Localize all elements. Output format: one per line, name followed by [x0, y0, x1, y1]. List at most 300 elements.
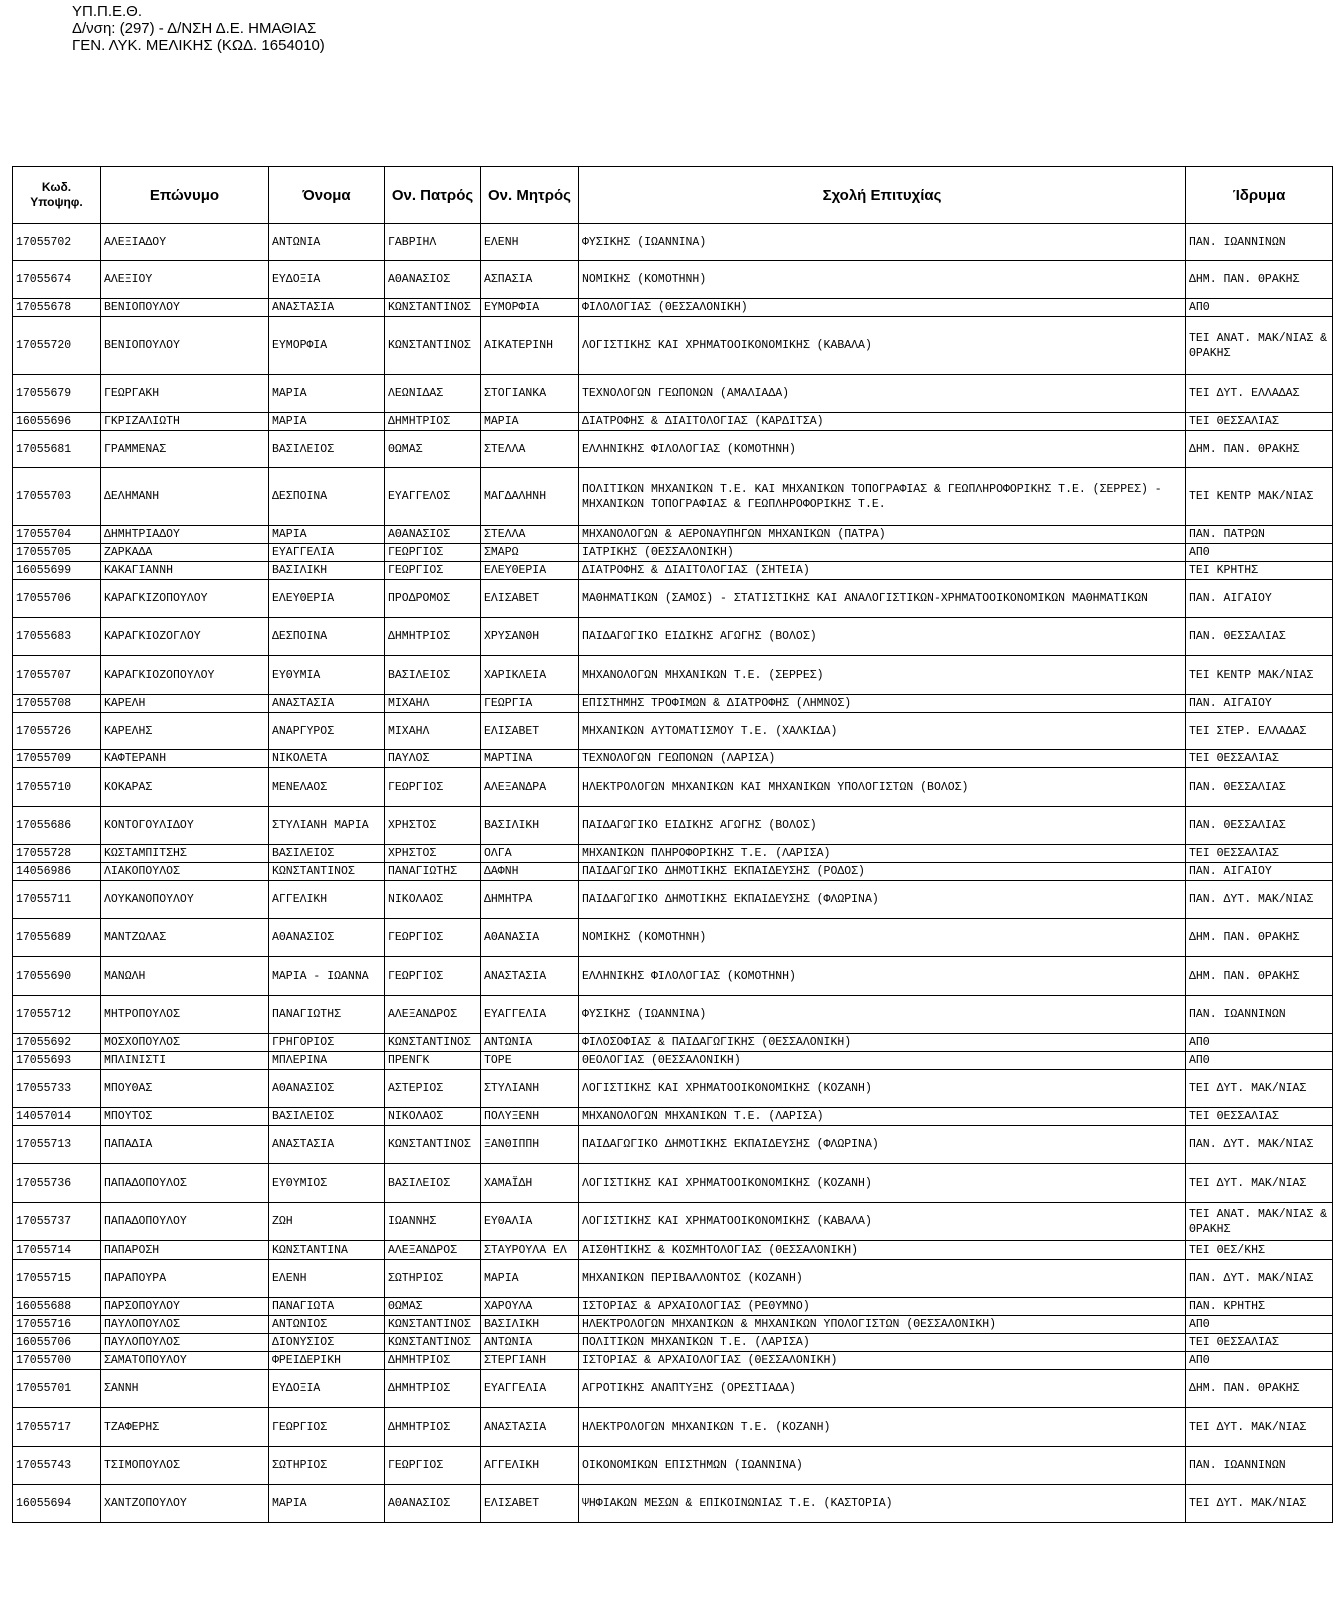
code-cell: 17055728	[13, 845, 101, 863]
code-cell: 17055681	[13, 431, 101, 468]
name-cell: ΑΘΑΝΑΣΙΟΣ	[269, 919, 385, 957]
mother-name-cell: ΑΘΑΝΑΣΙΑ	[481, 919, 579, 957]
surname-cell: ΑΛΕΞΙΟΥ	[101, 261, 269, 299]
institution-cell: ΑΠΘ	[1186, 1052, 1333, 1070]
school-cell: ΟΙΚΟΝΟΜΙΚΩΝ ΕΠΙΣΤΗΜΩΝ (ΙΩΑΝΝΙΝΑ)	[579, 1447, 1186, 1485]
school-cell: ΙΣΤΟΡΙΑΣ & ΑΡΧΑΙΟΛΟΓΙΑΣ (ΡΕΘΥΜΝΟ)	[579, 1298, 1186, 1316]
code-cell: 14056986	[13, 863, 101, 881]
institution-cell: ΤΕΙ ΘΕΣΣΑΛΙΑΣ	[1186, 1334, 1333, 1352]
table-row	[13, 713, 1333, 750]
surname-cell: ΚΑΡΑΓΚΙΟΖΟΓΛΟΥ	[101, 618, 269, 656]
table-row	[13, 1447, 1333, 1485]
code-cell: 17055708	[13, 695, 101, 713]
school-cell: ΑΙΣΘΗΤΙΚΗΣ & ΚΟΣΜΗΤΟΛΟΓΙΑΣ (ΘΕΣΣΑΛΟΝΙΚΗ)	[579, 1241, 1186, 1260]
mother-name-cell: ΔΑΦΝΗ	[481, 863, 579, 881]
father-name-cell: ΝΙΚΟΛΑΟΣ	[385, 1108, 481, 1126]
code-cell: 16055706	[13, 1334, 101, 1352]
table-row	[13, 656, 1333, 695]
table-row	[13, 1203, 1333, 1241]
mother-name-cell: ΣΤΟΓΙΑΝΚΑ	[481, 375, 579, 413]
school-cell: ΠΑΙΔΑΓΩΓΙΚΟ ΔΗΜΟΤΙΚΗΣ ΕΚΠΑΙΔΕΥΣΗΣ (ΦΛΩΡΙΝΑ)	[579, 1126, 1186, 1164]
code-cell: 17055683	[13, 618, 101, 656]
school-cell: ΠΑΙΔΑΓΩΓΙΚΟ ΔΗΜΟΤΙΚΗΣ ΕΚΠΑΙΔΕΥΣΗΣ (ΡΟΔΟΣ)	[579, 863, 1186, 881]
table-row	[13, 1370, 1333, 1408]
father-name-cell: ΑΛΕΞΑΝΔΡΟΣ	[385, 996, 481, 1034]
name-cell: ΑΝΑΡΓΥΡΟΣ	[269, 713, 385, 750]
surname-cell: ΚΟΝΤΟΓΟΥΛΙΔΟΥ	[101, 807, 269, 845]
name-cell: ΑΝΑΣΤΑΣΙΑ	[269, 1126, 385, 1164]
table-row	[13, 1334, 1333, 1352]
father-name-cell: ΠΡΟΔΡΟΜΟΣ	[385, 580, 481, 618]
name-cell: ΚΩΝΣΤΑΝΤΙΝΑ	[269, 1241, 385, 1260]
school-cell: ΠΟΛΙΤΙΚΩΝ ΜΗΧΑΝΙΚΩΝ Τ.Ε. (ΛΑΡΙΣΑ)	[579, 1334, 1186, 1352]
father-name-cell: ΜΙΧΑΗΛ	[385, 713, 481, 750]
mother-name-cell: ΜΑΓΔΑΛΗΝΗ	[481, 468, 579, 526]
name-cell: ΕΥΔΟΞΙΑ	[269, 261, 385, 299]
name-cell: ΠΑΝΑΓΙΩΤΗΣ	[269, 996, 385, 1034]
father-name-cell: ΝΙΚΟΛΑΟΣ	[385, 881, 481, 919]
school-cell: ΠΑΙΔΑΓΩΓΙΚΟ ΕΙΔΙΚΗΣ ΑΓΩΓΗΣ (ΒΟΛΟΣ)	[579, 807, 1186, 845]
institution-cell: ΑΠΘ	[1186, 1352, 1333, 1370]
table-row	[13, 768, 1333, 807]
name-cell: ΜΕΝΕΛΑΟΣ	[269, 768, 385, 807]
document-header	[72, 3, 325, 54]
father-name-cell: ΘΩΜΑΣ	[385, 1298, 481, 1316]
mother-name-cell: ΕΥΘΑΛΙΑ	[481, 1203, 579, 1241]
name-cell: ΚΩΝΣΤΑΝΤΙΝΟΣ	[269, 863, 385, 881]
mother-name-cell: ΣΜΑΡΩ	[481, 544, 579, 562]
mother-name-cell: ΤΟΡΕ	[481, 1052, 579, 1070]
name-cell: ΜΑΡΙΑ	[269, 526, 385, 544]
table-row	[13, 750, 1333, 768]
school-cell: ΜΗΧΑΝΙΚΩΝ ΑΥΤΟΜΑΤΙΣΜΟΥ Τ.Ε. (ΧΑΛΚΙΔΑ)	[579, 713, 1186, 750]
school-cell: ΗΛΕΚΤΡΟΛΟΓΩΝ ΜΗΧΑΝΙΚΩΝ ΚΑΙ ΜΗΧΑΝΙΚΩΝ ΥΠΟΛΟΓΙΣΤΩΝ (ΒΟΛΟΣ)	[579, 768, 1186, 807]
mother-name-cell: ΕΛΙΣΑΒΕΤ	[481, 713, 579, 750]
surname-cell: ΣΑΝΝΗ	[101, 1370, 269, 1408]
mother-name-cell: ΧΑΡΙΚΛΕΙΑ	[481, 656, 579, 695]
institution-cell: ΑΠΘ	[1186, 1316, 1333, 1334]
table-row	[13, 1034, 1333, 1052]
institution-cell: ΤΕΙ ΔΥΤ. ΜΑΚ/ΝΙΑΣ	[1186, 1485, 1333, 1523]
institution-cell: ΠΑΝ. ΙΩΑΝΝΙΝΩΝ	[1186, 996, 1333, 1034]
father-name-cell: ΑΘΑΝΑΣΙΟΣ	[385, 526, 481, 544]
table-row	[13, 299, 1333, 317]
surname-cell: ΒΕΝΙΟΠΟΥΛΟΥ	[101, 317, 269, 375]
col-header-surname: Επώνυμο	[101, 167, 269, 224]
institution-cell: ΤΕΙ ΚΡΗΤΗΣ	[1186, 562, 1333, 580]
results-table	[12, 166, 1333, 1523]
code-cell: 17055711	[13, 881, 101, 919]
code-cell: 17055733	[13, 1070, 101, 1108]
mother-name-cell: ΕΥΜΟΡΦΙΑ	[481, 299, 579, 317]
name-cell: ΑΝΤΩΝΙΟΣ	[269, 1316, 385, 1334]
father-name-cell: ΓΕΩΡΓΙΟΣ	[385, 919, 481, 957]
institution-cell: ΑΠΘ	[1186, 1034, 1333, 1052]
surname-cell: ΚΑΡΑΓΚΙΖΟΠΟΥΛΟΥ	[101, 580, 269, 618]
code-cell: 14057014	[13, 1108, 101, 1126]
mother-name-cell: ΜΑΡΙΑ	[481, 413, 579, 431]
father-name-cell: ΓΕΩΡΓΙΟΣ	[385, 768, 481, 807]
school-cell: ΠΑΙΔΑΓΩΓΙΚΟ ΕΙΔΙΚΗΣ ΑΓΩΓΗΣ (ΒΟΛΟΣ)	[579, 618, 1186, 656]
father-name-cell: ΚΩΝΣΤΑΝΤΙΝΟΣ	[385, 1316, 481, 1334]
table-row	[13, 526, 1333, 544]
school-cell: ΛΟΓΙΣΤΙΚΗΣ ΚΑΙ ΧΡΗΜΑΤΟΟΙΚΟΝΟΜΙΚΗΣ (ΚΟΖΑΝΗ)	[579, 1164, 1186, 1203]
surname-cell: ΑΛΕΞΙΑΔΟΥ	[101, 224, 269, 261]
surname-cell: ΛΙΑΚΟΠΟΥΛΟΣ	[101, 863, 269, 881]
table-row	[13, 695, 1333, 713]
code-cell: 17055678	[13, 299, 101, 317]
code-cell: 17055713	[13, 1126, 101, 1164]
school-cell: ΕΛΛΗΝΙΚΗΣ ΦΙΛΟΛΟΓΙΑΣ (ΚΟΜΟΤΗΝΗ)	[579, 431, 1186, 468]
code-cell: 17055705	[13, 544, 101, 562]
surname-cell: ΚΑΡΑΓΚΙΟΖΟΠΟΥΛΟΥ	[101, 656, 269, 695]
name-cell: ΒΑΣΙΛΕΙΟΣ	[269, 1108, 385, 1126]
code-cell: 17055701	[13, 1370, 101, 1408]
table-row	[13, 1260, 1333, 1298]
code-cell: 17055692	[13, 1034, 101, 1052]
institution-cell: ΔΗΜ. ΠΑΝ. ΘΡΑΚΗΣ	[1186, 957, 1333, 996]
mother-name-cell: ΧΑΡΟΥΛΑ	[481, 1298, 579, 1316]
institution-cell: ΠΑΝ. ΠΑΤΡΩΝ	[1186, 526, 1333, 544]
institution-cell: ΑΠΘ	[1186, 544, 1333, 562]
school-cell: ΠΑΙΔΑΓΩΓΙΚΟ ΔΗΜΟΤΙΚΗΣ ΕΚΠΑΙΔΕΥΣΗΣ (ΦΛΩΡΙΝΑ)	[579, 881, 1186, 919]
school-cell: ΜΗΧΑΝΟΛΟΓΩΝ & ΑΕΡΟΝΑΥΠΗΓΩΝ ΜΗΧΑΝΙΚΩΝ (ΠΑΤΡΑ)	[579, 526, 1186, 544]
school-cell: ΦΥΣΙΚΗΣ (ΙΩΑΝΝΙΝΑ)	[579, 996, 1186, 1034]
school-cell: ΛΟΓΙΣΤΙΚΗΣ ΚΑΙ ΧΡΗΜΑΤΟΟΙΚΟΝΟΜΙΚΗΣ (ΚΑΒΑΛΑ)	[579, 1203, 1186, 1241]
name-cell: ΦΡΕΙΔΕΡΙΚΗ	[269, 1352, 385, 1370]
code-cell: 17055737	[13, 1203, 101, 1241]
surname-cell: ΜΠΟΥΘΑΣ	[101, 1070, 269, 1108]
school-cell: ΤΕΧΝΟΛΟΓΩΝ ΓΕΩΠΟΝΩΝ (ΛΑΡΙΣΑ)	[579, 750, 1186, 768]
school-cell: ΨΗΦΙΑΚΩΝ ΜΕΣΩΝ & ΕΠΙΚΟΙΝΩΝΙΑΣ Τ.Ε. (ΚΑΣΤΟΡΙΑ)	[579, 1485, 1186, 1523]
name-cell: ΣΩΤΗΡΙΟΣ	[269, 1447, 385, 1485]
code-cell: 17055706	[13, 580, 101, 618]
institution-cell: ΤΕΙ ΑΝΑΤ. ΜΑΚ/ΝΙΑΣ & ΘΡΑΚΗΣ	[1186, 317, 1333, 375]
name-cell: ΖΩΗ	[269, 1203, 385, 1241]
code-cell: 17055704	[13, 526, 101, 544]
mother-name-cell: ΓΕΩΡΓΙΑ	[481, 695, 579, 713]
father-name-cell: ΓΑΒΡΙΗΛ	[385, 224, 481, 261]
father-name-cell: ΓΕΩΡΓΙΟΣ	[385, 1447, 481, 1485]
mother-name-cell: ΑΝΤΩΝΙΑ	[481, 1034, 579, 1052]
school-cell: ΜΗΧΑΝΙΚΩΝ ΠΕΡΙΒΑΛΛΟΝΤΟΣ (ΚΟΖΑΝΗ)	[579, 1260, 1186, 1298]
institution-cell: ΑΠΘ	[1186, 299, 1333, 317]
code-cell: 17055736	[13, 1164, 101, 1203]
name-cell: ΕΥΔΟΞΙΑ	[269, 1370, 385, 1408]
institution-cell: ΠΑΝ. ΚΡΗΤΗΣ	[1186, 1298, 1333, 1316]
code-cell: 17055707	[13, 656, 101, 695]
mother-name-cell: ΠΟΛΥΞΕΝΗ	[481, 1108, 579, 1126]
surname-cell: ΣΑΜΑΤΟΠΟΥΛΟΥ	[101, 1352, 269, 1370]
code-cell: 17055717	[13, 1408, 101, 1447]
name-cell: ΔΕΣΠΟΙΝΑ	[269, 468, 385, 526]
name-cell: ΕΥΑΓΓΕΛΙΑ	[269, 544, 385, 562]
school-cell: ΔΙΑΤΡΟΦΗΣ & ΔΙΑΙΤΟΛΟΓΙΑΣ (ΣΗΤΕΙΑ)	[579, 562, 1186, 580]
code-cell: 17055703	[13, 468, 101, 526]
surname-cell: ΠΑΡΣΟΠΟΥΛΟΥ	[101, 1298, 269, 1316]
father-name-cell: ΑΘΑΝΑΣΙΟΣ	[385, 261, 481, 299]
mother-name-cell: ΑΙΚΑΤΕΡΙΝΗ	[481, 317, 579, 375]
school-line: ΓΕΝ. ΛΥΚ. ΜΕΛΙΚΗΣ (ΚΩΔ. 1654010)	[72, 37, 325, 54]
institution-cell: ΠΑΝ. ΑΙΓΑΙΟΥ	[1186, 695, 1333, 713]
mother-name-cell: ΑΝΑΣΤΑΣΙΑ	[481, 957, 579, 996]
table-row	[13, 431, 1333, 468]
code-cell: 17055674	[13, 261, 101, 299]
surname-cell: ΠΑΡΑΠΟΥΡΑ	[101, 1260, 269, 1298]
surname-cell: ΠΑΠΑΔΙΑ	[101, 1126, 269, 1164]
institution-cell: ΔΗΜ. ΠΑΝ. ΘΡΑΚΗΣ	[1186, 431, 1333, 468]
name-cell: ΣΤΥΛΙΑΝΗ ΜΑΡΙΑ	[269, 807, 385, 845]
father-name-cell: ΘΩΜΑΣ	[385, 431, 481, 468]
father-name-cell: ΛΕΩΝΙΔΑΣ	[385, 375, 481, 413]
mother-name-cell: ΣΤΕΛΛΑ	[481, 431, 579, 468]
father-name-cell: ΒΑΣΙΛΕΙΟΣ	[385, 1164, 481, 1203]
code-cell: 16055699	[13, 562, 101, 580]
school-cell: ΙΑΤΡΙΚΗΣ (ΘΕΣΣΑΛΟΝΙΚΗ)	[579, 544, 1186, 562]
father-name-cell: ΒΑΣΙΛΕΙΟΣ	[385, 656, 481, 695]
school-cell: ΛΟΓΙΣΤΙΚΗΣ ΚΑΙ ΧΡΗΜΑΤΟΟΙΚΟΝΟΜΙΚΗΣ (ΚΑΒΑΛΑ)	[579, 317, 1186, 375]
school-cell: ΦΥΣΙΚΗΣ (ΙΩΑΝΝΙΝΑ)	[579, 224, 1186, 261]
institution-cell: ΠΑΝ. ΙΩΑΝΝΙΝΩΝ	[1186, 1447, 1333, 1485]
surname-cell: ΓΡΑΜΜΕΝΑΣ	[101, 431, 269, 468]
surname-cell: ΚΑΡΕΛΗΣ	[101, 713, 269, 750]
code-cell: 17055743	[13, 1447, 101, 1485]
surname-cell: ΧΑΝΤΖΟΠΟΥΛΟΥ	[101, 1485, 269, 1523]
table-row	[13, 1485, 1333, 1523]
mother-name-cell: ΕΛΕΝΗ	[481, 224, 579, 261]
institution-cell: ΔΗΜ. ΠΑΝ. ΘΡΑΚΗΣ	[1186, 1370, 1333, 1408]
mother-name-cell: ΕΛΙΣΑΒΕΤ	[481, 580, 579, 618]
institution-cell: ΠΑΝ. ΘΕΣΣΑΛΙΑΣ	[1186, 618, 1333, 656]
code-cell: 17055679	[13, 375, 101, 413]
mother-name-cell: ΣΤΕΛΛΑ	[481, 526, 579, 544]
father-name-cell: ΠΑΥΛΟΣ	[385, 750, 481, 768]
name-cell: ΝΙΚΟΛΕΤΑ	[269, 750, 385, 768]
school-cell: ΘΕΟΛΟΓΙΑΣ (ΘΕΣΣΑΛΟΝΙΚΗ)	[579, 1052, 1186, 1070]
code-cell: 17055714	[13, 1241, 101, 1260]
table-row	[13, 1126, 1333, 1164]
code-cell: 17055716	[13, 1316, 101, 1334]
father-name-cell: ΙΩΑΝΝΗΣ	[385, 1203, 481, 1241]
mother-name-cell: ΒΑΣΙΛΙΚΗ	[481, 807, 579, 845]
name-cell: ΒΑΣΙΛΙΚΗ	[269, 562, 385, 580]
surname-cell: ΜΑΝΩΛΗ	[101, 957, 269, 996]
surname-cell: ΜΗΤΡΟΠΟΥΛΟΣ	[101, 996, 269, 1034]
ministry-line: ΥΠ.Π.Ε.Θ.	[72, 3, 143, 20]
father-name-cell: ΔΗΜΗΤΡΙΟΣ	[385, 1370, 481, 1408]
code-cell: 17055700	[13, 1352, 101, 1370]
father-name-cell: ΠΑΝΑΓΙΩΤΗΣ	[385, 863, 481, 881]
name-cell: ΑΝΑΣΤΑΣΙΑ	[269, 299, 385, 317]
father-name-cell: ΓΕΩΡΓΙΟΣ	[385, 562, 481, 580]
surname-cell: ΚΑΡΕΛΗ	[101, 695, 269, 713]
school-cell: ΤΕΧΝΟΛΟΓΩΝ ΓΕΩΠΟΝΩΝ (ΑΜΑΛΙΑΔΑ)	[579, 375, 1186, 413]
father-name-cell: ΧΡΗΣΤΟΣ	[385, 807, 481, 845]
school-cell: ΜΗΧΑΝΟΛΟΓΩΝ ΜΗΧΑΝΙΚΩΝ Τ.Ε. (ΛΑΡΙΣΑ)	[579, 1108, 1186, 1126]
mother-name-cell: ΟΛΓΑ	[481, 845, 579, 863]
surname-cell: ΚΑΚΑΓΙΑΝΝΗ	[101, 562, 269, 580]
table-row	[13, 562, 1333, 580]
table-row	[13, 468, 1333, 526]
name-cell: ΑΘΑΝΑΣΙΟΣ	[269, 1070, 385, 1108]
mother-name-cell: ΣΤΕΡΓΙΑΝΗ	[481, 1352, 579, 1370]
code-cell: 17055726	[13, 713, 101, 750]
name-cell: ΜΑΡΙΑ	[269, 413, 385, 431]
name-cell: ΜΑΡΙΑ	[269, 1485, 385, 1523]
mother-name-cell: ΕΥΑΓΓΕΛΙΑ	[481, 1370, 579, 1408]
father-name-cell: ΧΡΗΣΤΟΣ	[385, 845, 481, 863]
mother-name-cell: ΕΛΙΣΑΒΕΤ	[481, 1485, 579, 1523]
table-row	[13, 919, 1333, 957]
father-name-cell: ΚΩΝΣΤΑΝΤΙΝΟΣ	[385, 1126, 481, 1164]
school-cell: ΜΑΘΗΜΑΤΙΚΩΝ (ΣΑΜΟΣ) - ΣΤΑΤΙΣΤΙΚΗΣ ΚΑΙ ΑΝΑΛΟΓΙΣΤΙΚΩΝ-ΧΡΗΜΑΤΟΟΙΚΟΝΟΜΙΚΩΝ ΜΑΘΗΜΑΤΙΚΩΝ	[579, 580, 1186, 618]
table-row	[13, 618, 1333, 656]
table-row	[13, 1052, 1333, 1070]
code-cell: 17055720	[13, 317, 101, 375]
table-row	[13, 996, 1333, 1034]
table-row	[13, 863, 1333, 881]
school-cell: ΜΗΧΑΝΙΚΩΝ ΠΛΗΡΟΦΟΡΙΚΗΣ Τ.Ε. (ΛΑΡΙΣΑ)	[579, 845, 1186, 863]
surname-cell: ΜΠΛΙΝΙΣΤΙ	[101, 1052, 269, 1070]
name-cell: ΓΡΗΓΟΡΙΟΣ	[269, 1034, 385, 1052]
table-header-row	[13, 167, 1333, 224]
mother-name-cell: ΣΤΥΛΙΑΝΗ	[481, 1070, 579, 1108]
school-cell: ΦΙΛΟΛΟΓΙΑΣ (ΘΕΣΣΑΛΟΝΙΚΗ)	[579, 299, 1186, 317]
surname-cell: ΜΑΝΤΖΩΛΑΣ	[101, 919, 269, 957]
name-cell: ΒΑΣΙΛΕΙΟΣ	[269, 431, 385, 468]
table-row	[13, 317, 1333, 375]
name-cell: ΕΥΘΥΜΙΑ	[269, 656, 385, 695]
table-row	[13, 1352, 1333, 1370]
institution-cell: ΤΕΙ ΣΤΕΡ. ΕΛΛΑΔΑΣ	[1186, 713, 1333, 750]
institution-cell: ΤΕΙ ΘΕΣΣΑΛΙΑΣ	[1186, 750, 1333, 768]
father-name-cell: ΔΗΜΗΤΡΙΟΣ	[385, 1408, 481, 1447]
mother-name-cell: ΑΣΠΑΣΙΑ	[481, 261, 579, 299]
name-cell: ΓΕΩΡΓΙΟΣ	[269, 1408, 385, 1447]
name-cell: ΑΝΑΣΤΑΣΙΑ	[269, 695, 385, 713]
mother-name-cell: ΧΡΥΣΑΝΘΗ	[481, 618, 579, 656]
mother-name-cell: ΑΝΤΩΝΙΑ	[481, 1334, 579, 1352]
father-name-cell: ΓΕΩΡΓΙΟΣ	[385, 957, 481, 996]
col-header-name: Όνομα	[269, 167, 385, 224]
institution-cell: ΤΕΙ ΔΥΤ. ΜΑΚ/ΝΙΑΣ	[1186, 1408, 1333, 1447]
father-name-cell: ΜΙΧΑΗΛ	[385, 695, 481, 713]
school-cell: ΔΙΑΤΡΟΦΗΣ & ΔΙΑΙΤΟΛΟΓΙΑΣ (ΚΑΡΔΙΤΣΑ)	[579, 413, 1186, 431]
institution-cell: ΠΑΝ. ΔΥΤ. ΜΑΚ/ΝΙΑΣ	[1186, 881, 1333, 919]
school-cell: ΗΛΕΚΤΡΟΛΟΓΩΝ ΜΗΧΑΝΙΚΩΝ Τ.Ε. (ΚΟΖΑΝΗ)	[579, 1408, 1186, 1447]
school-cell: ΦΙΛΟΣΟΦΙΑΣ & ΠΑΙΔΑΓΩΓΙΚΗΣ (ΘΕΣΣΑΛΟΝΙΚΗ)	[579, 1034, 1186, 1052]
name-cell: ΔΙΟΝΥΣΙΟΣ	[269, 1334, 385, 1352]
name-cell: ΕΥΘΥΜΙΟΣ	[269, 1164, 385, 1203]
mother-name-cell: ΕΛΕΥΘΕΡΙΑ	[481, 562, 579, 580]
school-cell: ΝΟΜΙΚΗΣ (ΚΟΜΟΤΗΝΗ)	[579, 261, 1186, 299]
father-name-cell: ΓΕΩΡΓΙΟΣ	[385, 544, 481, 562]
code-cell: 16055696	[13, 413, 101, 431]
institution-cell: ΠΑΝ. ΑΙΓΑΙΟΥ	[1186, 863, 1333, 881]
mother-name-cell: ΑΓΓΕΛΙΚΗ	[481, 1447, 579, 1485]
father-name-cell: ΚΩΝΣΤΑΝΤΙΝΟΣ	[385, 299, 481, 317]
name-cell: ΕΛΕΥΘΕΡΙΑ	[269, 580, 385, 618]
table-row	[13, 1316, 1333, 1334]
col-header-code: Κωδ. Υποψηφ.	[13, 167, 101, 224]
school-cell: ΙΣΤΟΡΙΑΣ & ΑΡΧΑΙΟΛΟΓΙΑΣ (ΘΕΣΣΑΛΟΝΙΚΗ)	[579, 1352, 1186, 1370]
mother-name-cell: ΑΝΑΣΤΑΣΙΑ	[481, 1408, 579, 1447]
code-cell: 16055694	[13, 1485, 101, 1523]
col-header-school: Σχολή Επιτυχίας	[579, 167, 1186, 224]
institution-cell: ΠΑΝ. ΑΙΓΑΙΟΥ	[1186, 580, 1333, 618]
institution-cell: ΠΑΝ. ΔΥΤ. ΜΑΚ/ΝΙΑΣ	[1186, 1260, 1333, 1298]
name-cell: ΜΠΛΕΡΙΝΑ	[269, 1052, 385, 1070]
institution-cell: ΤΕΙ ΔΥΤ. ΜΑΚ/ΝΙΑΣ	[1186, 1070, 1333, 1108]
code-cell: 17055702	[13, 224, 101, 261]
school-cell: ΗΛΕΚΤΡΟΛΟΓΩΝ ΜΗΧΑΝΙΚΩΝ & ΜΗΧΑΝΙΚΩΝ ΥΠΟΛΟΓΙΣΤΩΝ (ΘΕΣΣΑΛΟΝΙΚΗ)	[579, 1316, 1186, 1334]
father-name-cell: ΠΡΕΝΓΚ	[385, 1052, 481, 1070]
table-row	[13, 1298, 1333, 1316]
father-name-cell: ΑΛΕΞΑΝΔΡΟΣ	[385, 1241, 481, 1260]
name-cell: ΜΑΡΙΑ - ΙΩΑΝΝΑ	[269, 957, 385, 996]
code-cell: 16055688	[13, 1298, 101, 1316]
institution-cell: ΤΕΙ ΚΕΝΤΡ ΜΑΚ/ΝΙΑΣ	[1186, 468, 1333, 526]
institution-cell: ΤΕΙ ΘΕΣΣΑΛΙΑΣ	[1186, 413, 1333, 431]
school-cell: ΜΗΧΑΝΟΛΟΓΩΝ ΜΗΧΑΝΙΚΩΝ Τ.Ε. (ΣΕΡΡΕΣ)	[579, 656, 1186, 695]
mother-name-cell: ΔΗΜΗΤΡΑ	[481, 881, 579, 919]
school-cell: ΛΟΓΙΣΤΙΚΗΣ ΚΑΙ ΧΡΗΜΑΤΟΟΙΚΟΝΟΜΙΚΗΣ (ΚΟΖΑΝΗ)	[579, 1070, 1186, 1108]
institution-cell: ΠΑΝ. ΘΕΣΣΑΛΙΑΣ	[1186, 807, 1333, 845]
name-cell: ΔΕΣΠΟΙΝΑ	[269, 618, 385, 656]
name-cell: ΕΛΕΝΗ	[269, 1260, 385, 1298]
father-name-cell: ΚΩΝΣΤΑΝΤΙΝΟΣ	[385, 1334, 481, 1352]
mother-name-cell: ΑΛΕΞΑΝΔΡΑ	[481, 768, 579, 807]
father-name-cell: ΔΗΜΗΤΡΙΟΣ	[385, 618, 481, 656]
code-cell: 17055686	[13, 807, 101, 845]
name-cell: ΒΑΣΙΛΕΙΟΣ	[269, 845, 385, 863]
mother-name-cell: ΣΤΑΥΡΟΥΛΑ ΕΛ	[481, 1241, 579, 1260]
name-cell: ΑΓΓΕΛΙΚΗ	[269, 881, 385, 919]
father-name-cell: ΣΩΤΗΡΙΟΣ	[385, 1260, 481, 1298]
surname-cell: ΜΠΟΥΤΟΣ	[101, 1108, 269, 1126]
code-cell: 17055715	[13, 1260, 101, 1298]
table-row	[13, 224, 1333, 261]
institution-cell: ΤΕΙ ΘΕΣ/ΚΗΣ	[1186, 1241, 1333, 1260]
table-row	[13, 580, 1333, 618]
table-row	[13, 1408, 1333, 1447]
institution-cell: ΠΑΝ. ΔΥΤ. ΜΑΚ/ΝΙΑΣ	[1186, 1126, 1333, 1164]
surname-cell: ΠΑΠΑΡΟΣΗ	[101, 1241, 269, 1260]
surname-cell: ΚΟΚΑΡΑΣ	[101, 768, 269, 807]
institution-cell: ΔΗΜ. ΠΑΝ. ΘΡΑΚΗΣ	[1186, 919, 1333, 957]
code-cell: 17055693	[13, 1052, 101, 1070]
directorate-line: Δ/νση: (297) - Δ/ΝΣΗ Δ.Ε. ΗΜΑΘΙΑΣ	[72, 20, 317, 37]
school-cell: ΕΠΙΣΤΗΜΗΣ ΤΡΟΦΙΜΩΝ & ΔΙΑΤΡΟΦΗΣ (ΛΗΜΝΟΣ)	[579, 695, 1186, 713]
school-cell: ΕΛΛΗΝΙΚΗΣ ΦΙΛΟΛΟΓΙΑΣ (ΚΟΜΟΤΗΝΗ)	[579, 957, 1186, 996]
table-row	[13, 845, 1333, 863]
col-header-institution: Ίδρυμα	[1186, 167, 1333, 224]
name-cell: ΕΥΜΟΡΦΙΑ	[269, 317, 385, 375]
mother-name-cell: ΒΑΣΙΛΙΚΗ	[481, 1316, 579, 1334]
surname-cell: ΛΟΥΚΑΝΟΠΟΥΛΟΥ	[101, 881, 269, 919]
surname-cell: ΔΗΜΗΤΡΙΑΔΟΥ	[101, 526, 269, 544]
mother-name-cell: ΕΥΑΓΓΕΛΙΑ	[481, 996, 579, 1034]
surname-cell: ΓΚΡΙΖΑΛΙΩΤΗ	[101, 413, 269, 431]
table-row	[13, 413, 1333, 431]
name-cell: ΜΑΡΙΑ	[269, 375, 385, 413]
surname-cell: ΠΑΥΛΟΠΟΥΛΟΣ	[101, 1316, 269, 1334]
institution-cell: ΤΕΙ ΘΕΣΣΑΛΙΑΣ	[1186, 1108, 1333, 1126]
table-row	[13, 261, 1333, 299]
father-name-cell: ΔΗΜΗΤΡΙΟΣ	[385, 1352, 481, 1370]
institution-cell: ΤΕΙ ΑΝΑΤ. ΜΑΚ/ΝΙΑΣ & ΘΡΑΚΗΣ	[1186, 1203, 1333, 1241]
table-row	[13, 881, 1333, 919]
